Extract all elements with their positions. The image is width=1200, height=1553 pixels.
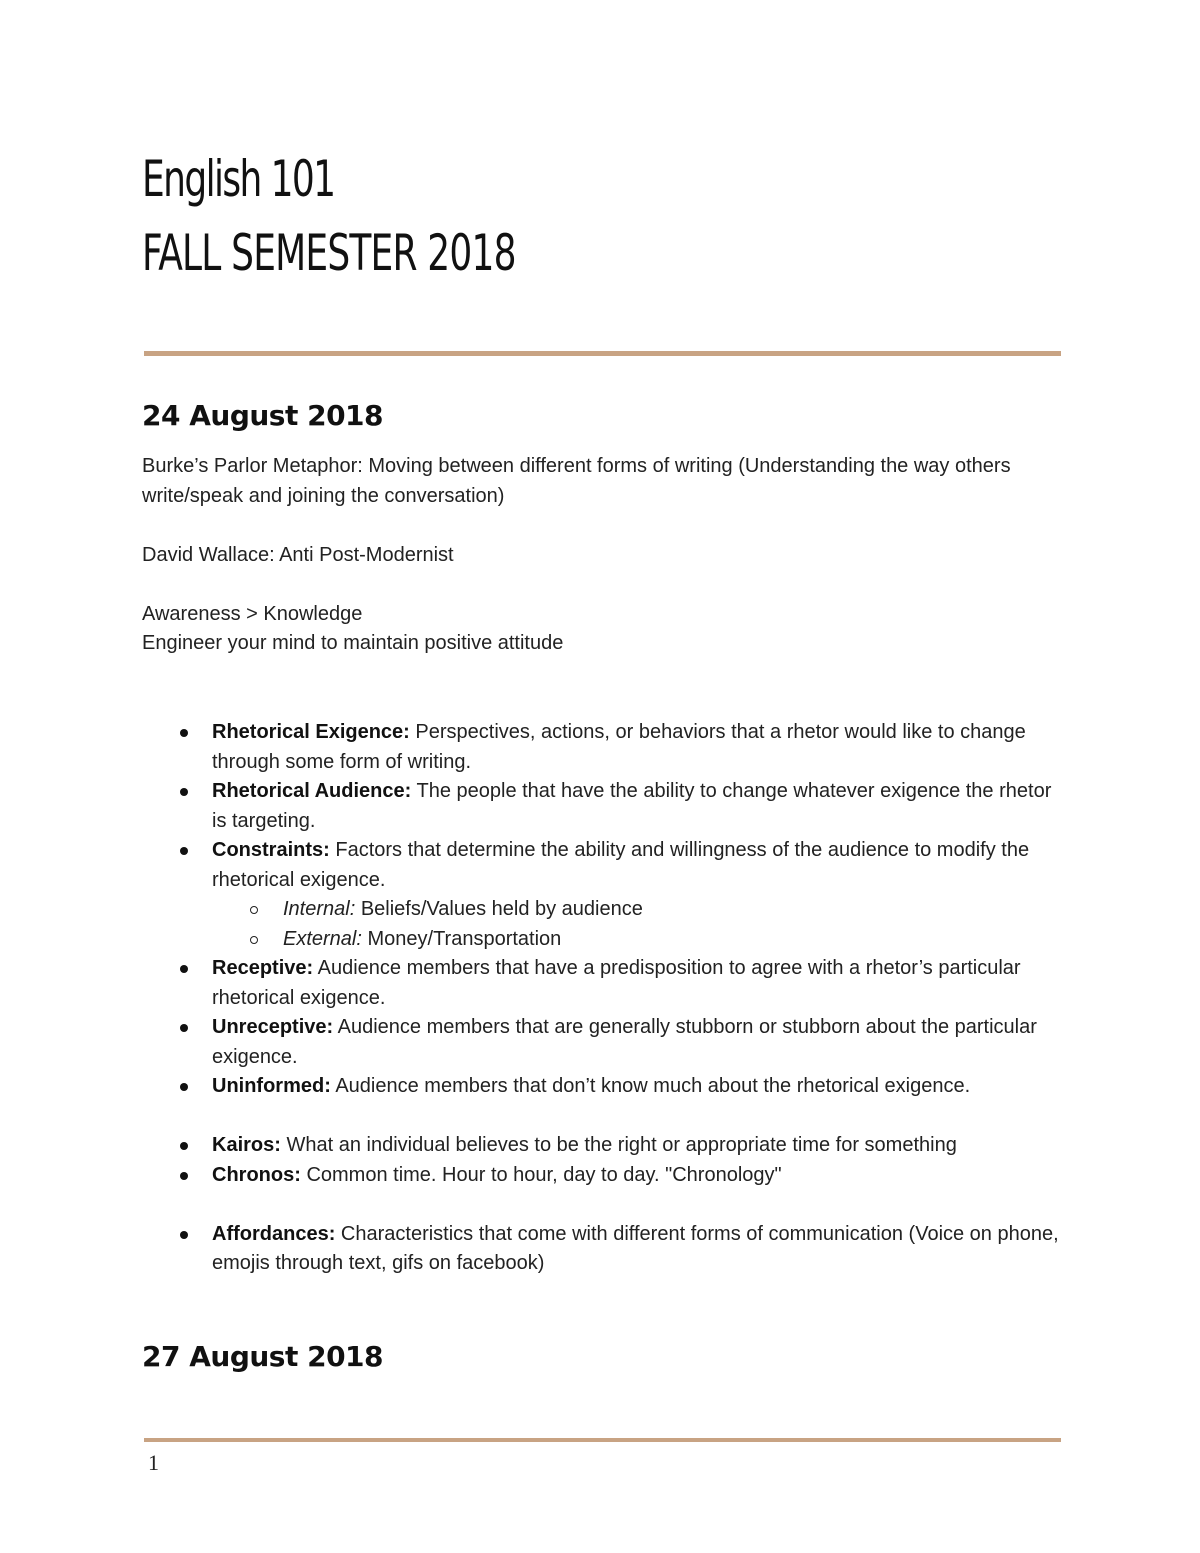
paragraph: David Wallace: Anti Post-Modernist: [142, 543, 454, 566]
term-definition: What an individual believes to be the right or appropriate time for something: [280, 1134, 957, 1156]
document-body: [142, 390, 1062, 1383]
sub-list-item: [142, 895, 1062, 925]
bullet-icon: [180, 788, 188, 796]
term-definition: Common time. Hour to hour, day to day. "Chronology": [300, 1163, 782, 1186]
list-item: [142, 836, 1062, 895]
term-definition: Characteristics that come with different forms of communication (Voice on phone, emojis through text, gifs on facebook): [212, 1222, 1059, 1274]
list-item: [142, 1161, 1062, 1191]
sub-list: [142, 895, 1062, 954]
term-definition: Perspectives, actions, or behaviors that a rhetor would like to change through some form of writing.: [212, 721, 1026, 773]
page-number: 1: [148, 1450, 159, 1475]
definition-list: [142, 1131, 1062, 1190]
list-item: [142, 1072, 1062, 1102]
bullet-icon: [180, 729, 188, 737]
term-label: Kairos:: [212, 1134, 281, 1156]
title-block: [142, 142, 1042, 290]
term-label: Chronos:: [212, 1163, 301, 1186]
term-definition: Factors that determine the ability and willingness of the audience to modify the rhetorical exigence.: [212, 839, 1030, 891]
paragraph: Engineer your mind to maintain positive attitude: [142, 632, 564, 654]
term-label: Uninformed:: [212, 1075, 331, 1097]
sub-term-definition: Beliefs/Values held by audience: [355, 898, 643, 920]
sub-term-label: Internal:: [283, 898, 356, 920]
term-definition: The people that have the ability to change whatever exigence the rhetor is targeting.: [212, 780, 1052, 832]
hollow-bullet-icon: [250, 906, 258, 914]
paragraph: Awareness > Knowledge: [142, 602, 363, 625]
list-item: [142, 1013, 1062, 1072]
term-label: Rhetorical Audience:: [212, 780, 412, 802]
sub-term-label: External:: [283, 927, 362, 950]
definition-list: [142, 954, 1062, 1102]
bullet-icon: [180, 1231, 188, 1239]
bullet-icon: [180, 1172, 188, 1180]
term-definition: Audience members that have a predisposition to agree with a rhetor’s particular rhetorical exigence.: [212, 957, 1021, 1009]
term-label: Rhetorical Exigence:: [212, 721, 410, 743]
header-divider: [144, 351, 1061, 356]
bullet-icon: [180, 1142, 188, 1150]
definition-list: [142, 718, 1062, 895]
bullet-icon: [180, 1083, 188, 1091]
list-item: [142, 718, 1062, 777]
term-label: Receptive:: [212, 957, 314, 979]
list-item: [142, 1131, 1062, 1161]
term-label: Affordances:: [212, 1222, 336, 1245]
document-subtitle: FALL SEMESTER 2018: [142, 224, 516, 282]
section-date-heading: 24 August 2018: [142, 399, 384, 432]
bullet-icon: [180, 1024, 188, 1032]
bullet-icon: [180, 847, 188, 855]
section-date-heading: 27 August 2018: [142, 1339, 384, 1373]
sub-list-item: [142, 925, 1062, 955]
footer-divider: [144, 1438, 1061, 1442]
term-label: Constraints:: [212, 839, 330, 861]
list-item: [142, 777, 1062, 836]
sub-term-definition: Money/Transportation: [361, 927, 562, 950]
list-item: [142, 1220, 1062, 1279]
term-label: Unreceptive:: [212, 1016, 334, 1038]
paragraph: Burke’s Parlor Metaphor: Moving between different forms of writing (Understanding the way others write/speak and joining the conversation): [142, 455, 1011, 507]
term-definition: Audience members that don’t know much about the rhetorical exigence.: [330, 1075, 971, 1097]
definition-list: [142, 1220, 1062, 1279]
hollow-bullet-icon: [250, 936, 258, 944]
bullet-icon: [180, 965, 188, 973]
document-title: English 101: [142, 150, 335, 208]
term-definition: Audience members that are generally stubborn or stubborn about the particular exigence.: [212, 1016, 1037, 1068]
list-item: [142, 954, 1062, 1013]
